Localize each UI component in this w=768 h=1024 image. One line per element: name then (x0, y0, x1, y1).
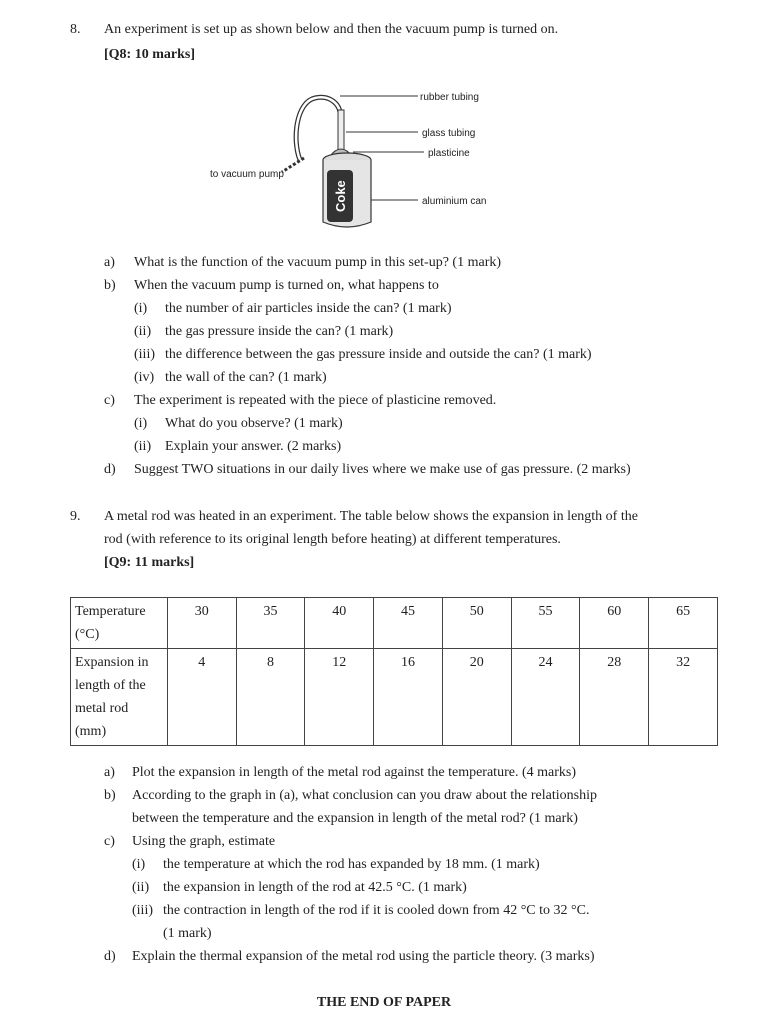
q9-marks: [Q9: 11 marks] (104, 555, 195, 570)
q9-subpart-text: the temperature at which the rod has expanded by 18 mm. (1 mark) (163, 857, 540, 872)
q9-part-text: According to the graph in (a), what conclusion can you draw about the relationship (132, 788, 597, 803)
table-cell: 4 (167, 649, 236, 746)
label-aluminium-can: aluminium can (422, 196, 487, 207)
q9-subpart-text: the expansion in length of the rod at 42.5 °C. (1 mark) (163, 880, 467, 895)
table-cell: 40 (305, 598, 374, 649)
table-row (71, 598, 718, 649)
q9-part-label: a) (104, 765, 115, 780)
q8-subpart-text: What do you observe? (1 mark) (165, 416, 343, 431)
table-cell: 32 (649, 649, 718, 746)
label-plasticine: plasticine (428, 148, 470, 159)
table-header-line: Temperature (75, 604, 146, 619)
table-cell: 12 (305, 649, 374, 746)
q8-part-label: a) (104, 255, 115, 270)
q9-part-label: c) (104, 834, 115, 849)
q8-subpart-label: (i) (134, 416, 148, 431)
table-row-header (71, 649, 168, 746)
q8-part-text: When the vacuum pump is turned on, what happens to (134, 278, 439, 293)
q9-subpart-label: (i) (132, 857, 146, 872)
q9-part-text: between the temperature and the expansion in length of the metal rod? (1 mark) (132, 811, 578, 826)
table-cell: 16 (374, 649, 443, 746)
expansion-table (70, 597, 718, 746)
table-row-header (71, 598, 168, 649)
table-cell: 65 (649, 598, 718, 649)
q8-subpart-text: the wall of the can? (1 mark) (165, 370, 327, 385)
table-cell: 30 (167, 598, 236, 649)
table-cell: 35 (236, 598, 305, 649)
table-header-line: (mm) (75, 724, 107, 739)
q9-part-label: b) (104, 788, 116, 803)
q8-subpart-text: Explain your answer. (2 marks) (165, 439, 342, 454)
table-cell: 28 (580, 649, 649, 746)
q9-number: 9. (70, 509, 81, 524)
glass-tubing (338, 110, 344, 152)
q8-subpart-label: (ii) (134, 439, 152, 454)
q8-part-label: d) (104, 462, 116, 477)
q8-part-text: The experiment is repeated with the piece of plasticine removed. (134, 393, 497, 408)
q9-part-text: Using the graph, estimate (132, 834, 276, 849)
q8-number: 8. (70, 22, 81, 37)
table-cell: 55 (511, 598, 580, 649)
table-cell: 45 (374, 598, 443, 649)
q9-subpart-label: (ii) (132, 880, 150, 895)
vacuum-can-diagram (200, 80, 520, 240)
table-header-line: length of the (75, 678, 146, 693)
end-of-paper: THE END OF PAPER (316, 995, 452, 1010)
q9-subpart-label: (iii) (132, 903, 153, 918)
table-header-line: metal rod (75, 701, 129, 716)
q9-part-text: Plot the expansion in length of the metal rod against the temperature. (4 marks) (132, 765, 576, 780)
q9-part-text: Explain the thermal expansion of the metal rod using the particle theory. (3 marks) (132, 949, 595, 964)
table-row (71, 649, 718, 746)
q8-marks: [Q8: 10 marks] (104, 47, 195, 62)
q9-subpart-text: the contraction in length of the rod if it is cooled down from 42 °C to 32 °C. (163, 903, 590, 918)
q8-subpart-text: the number of air particles inside the can? (1 mark) (165, 301, 452, 316)
can-brand: Coke (333, 180, 348, 212)
q8-subpart-label: (ii) (134, 324, 152, 339)
q8-subpart-label: (iv) (134, 370, 155, 385)
table-cell: 20 (442, 649, 511, 746)
q8-part-label: b) (104, 278, 116, 293)
q8-subpart-text: the difference between the gas pressure inside and outside the can? (1 mark) (165, 347, 592, 362)
table-header-line: (°C) (75, 627, 100, 642)
table-cell: 24 (511, 649, 580, 746)
q9-stem-line1: A metal rod was heated in an experiment. The table below shows the expansion in length of the (104, 509, 638, 524)
q8-part-label: c) (104, 393, 115, 408)
q8-subpart-text: the gas pressure inside the can? (1 mark) (165, 324, 394, 339)
q8-part-text: Suggest TWO situations in our daily lives where we make use of gas pressure. (2 marks) (134, 462, 631, 477)
q9-part-label: d) (104, 949, 116, 964)
table-cell: 60 (580, 598, 649, 649)
q9-subpart-text: (1 mark) (163, 926, 212, 941)
q8-part-text: What is the function of the vacuum pump in this set-up? (1 mark) (134, 255, 502, 270)
label-rubber-tubing: rubber tubing (420, 92, 479, 103)
q9-stem-line2: rod (with reference to its original length before heating) at different temperatures. (104, 532, 561, 547)
table-header-line: Expansion in (75, 655, 149, 670)
table-cell: 8 (236, 649, 305, 746)
q8-subpart-label: (iii) (134, 347, 155, 362)
q8-stem: An experiment is set up as shown below and then the vacuum pump is turned on. (104, 22, 559, 37)
q8-subpart-label: (i) (134, 301, 148, 316)
table-cell: 50 (442, 598, 511, 649)
label-glass-tubing: glass tubing (422, 128, 476, 139)
label-vacuum-pump: to vacuum pump (210, 169, 284, 180)
